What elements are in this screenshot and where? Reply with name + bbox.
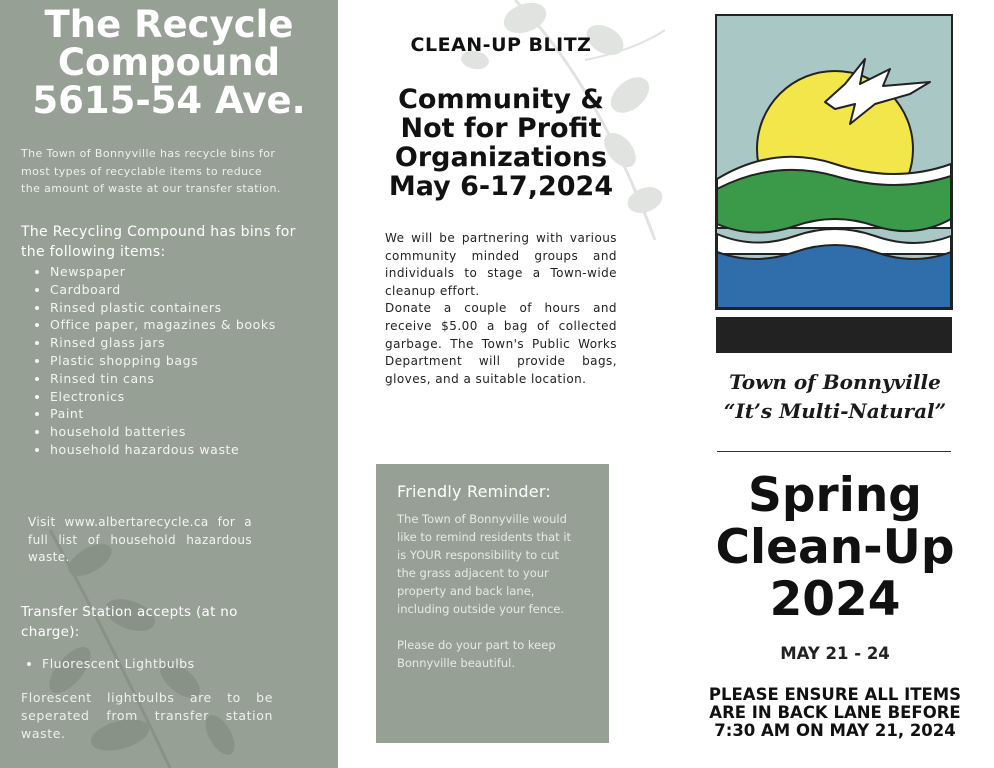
lightbulb-note: Florescent lightbulbs are to be seperated from transfer station waste.	[21, 690, 273, 741]
headline-line: Clean-Up	[715, 520, 955, 575]
list-item: • household hazardous waste	[50, 441, 290, 459]
reminder-paragraph: The Town of Bonnyville would like to remind residents that it is YOUR responsibility to cut the grass adjacent to your property and back lane, including outside your fence.	[397, 512, 572, 616]
list-item: • Electronics	[50, 388, 290, 406]
spring-cleanup-headline	[700, 470, 970, 626]
reminder-title: Friendly Reminder:	[397, 482, 551, 501]
compound-title-line: Compound	[57, 41, 281, 84]
town-logo	[715, 14, 953, 354]
compound-title-line: The Recycle	[44, 3, 294, 46]
notice-line: PLEASE ENSURE ALL ITEMS	[708, 685, 962, 704]
compound-intro: The Town of Bonnyville has recycle bins for most types of recyclable items to reduce the amount of waste at our transfer station.	[21, 147, 281, 195]
reminder-body	[397, 510, 575, 690]
bins-heading: The Recycling Compound has bins for the following items:	[21, 224, 296, 260]
community-heading	[378, 85, 624, 201]
logo-base-band	[716, 317, 952, 353]
blitz-paragraph: We will be partnering with various community minded groups and individuals to stage a Town-wide cleanup effort.	[385, 231, 617, 298]
community-heading-line: May 6-17,2024	[388, 171, 614, 202]
reminder-paragraph: Please do your part to keep Bonnyville beautiful.	[397, 638, 556, 670]
blitz-description	[385, 230, 617, 388]
list-item: • Newspaper	[50, 263, 290, 281]
compound-title-line: 5615-54 Ave.	[32, 79, 306, 122]
cleanup-blitz-label: CLEAN-UP BLITZ	[410, 34, 592, 56]
bins-list	[34, 263, 290, 459]
list-item: • Rinsed plastic containers	[50, 299, 290, 317]
transfer-station-heading: Transfer Station accepts (at no charge):	[21, 604, 238, 640]
recycle-compound-panel	[0, 0, 338, 768]
friendly-reminder-box	[376, 464, 609, 743]
town-motto: “It’s Multi-Natural”	[723, 399, 947, 423]
community-heading-line: Organizations	[394, 142, 608, 173]
community-heading-line: Not for Profit	[400, 113, 602, 144]
town-name-block	[700, 368, 970, 426]
list-item: • Rinsed tin cans	[50, 370, 290, 388]
community-heading-line: Community &	[398, 84, 604, 115]
list-item: • Office paper, magazines & books	[50, 316, 290, 334]
blitz-paragraph: Donate a couple of hours and receive $5.00 a bag of collected garbage. The Town's Public Works Department will provide bags, gloves, and a suitable location.	[385, 301, 617, 386]
list-item: • Cardboard	[50, 281, 290, 299]
headline-line: 2024	[769, 572, 901, 627]
list-item: • Fluorescent Lightbulbs	[42, 655, 195, 673]
list-item: • Plastic shopping bags	[50, 352, 290, 370]
divider	[717, 451, 951, 452]
notice-line: 7:30 AM ON MAY 21, 2024	[714, 721, 956, 740]
notice-line: ARE IN BACK LANE BEFORE	[709, 703, 961, 722]
list-item: • Rinsed glass jars	[50, 334, 290, 352]
cleanup-dates: MAY 21 - 24	[780, 644, 890, 663]
compound-title	[0, 3, 338, 122]
back-lane-notice	[700, 686, 970, 740]
transfer-accepts-list	[26, 655, 195, 673]
town-name: Town of Bonnyville	[729, 370, 941, 394]
list-item: • household batteries	[50, 423, 290, 441]
list-item: • Paint	[50, 405, 290, 423]
headline-line: Spring	[748, 468, 922, 523]
visit-website-note: Visit www.albertarecycle.ca for a full list of household hazardous waste.	[28, 515, 252, 564]
